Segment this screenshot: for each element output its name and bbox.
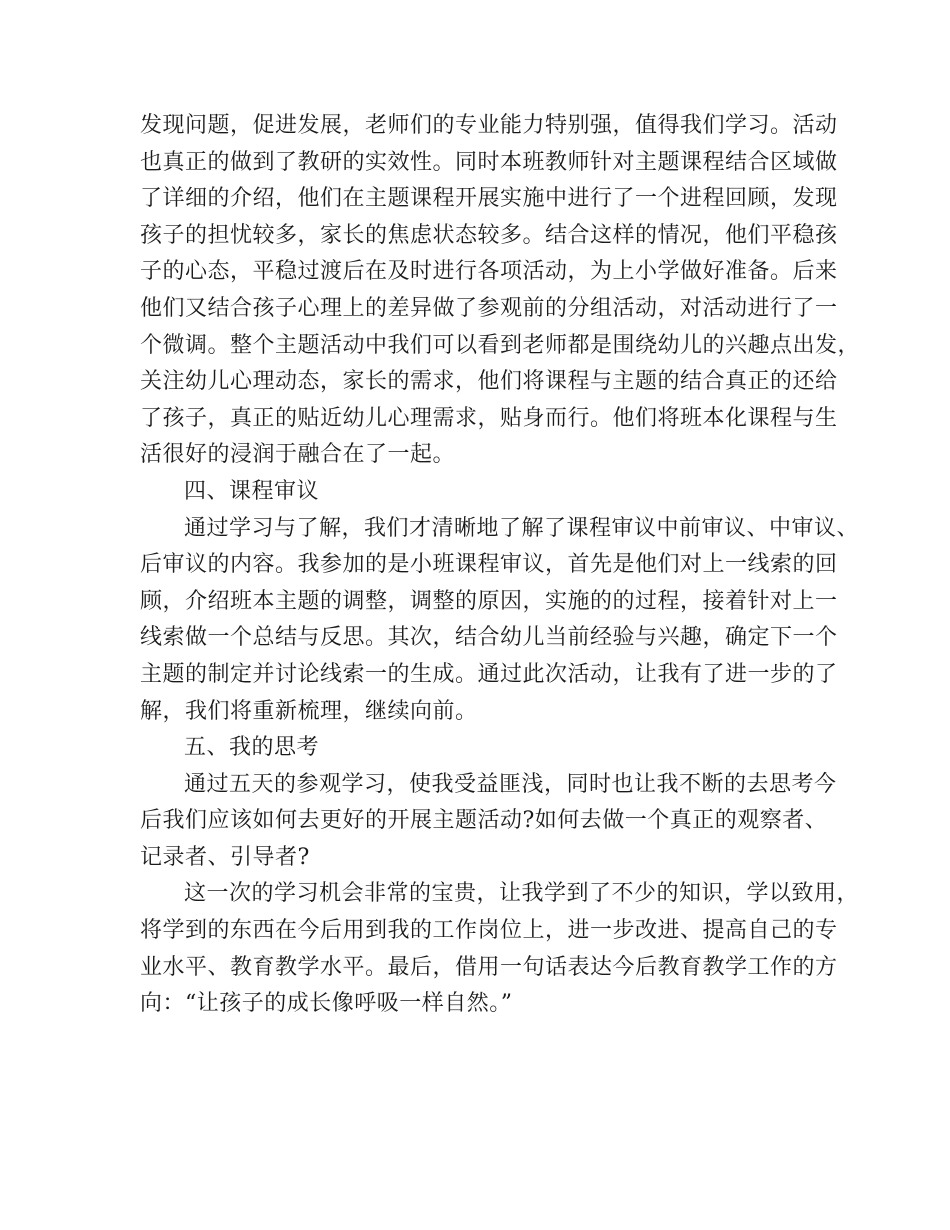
document-body: [140, 108, 861, 1023]
text-line: 后我们应该如何去更好的开展主题活动?如何去做一个真正的观察者、: [140, 808, 828, 834]
paragraph-first-line: 通过学习与了解，我们才清晰地了解了课程审议中前审议、中审议、: [184, 515, 860, 541]
text-line: 将学到的东西在今后用到我的工作岗位上，进一步改进、提高自己的专: [140, 918, 838, 944]
paragraph-first-line: 通过五天的参观学习，使我受益匪浅，同时也让我不断的去思考今: [184, 771, 837, 797]
section-heading-curriculum-review: 四、课程审议: [184, 478, 320, 504]
text-line: 也真正的做到了教研的实效性。同时本班教师针对主题课程结合区域做: [140, 149, 838, 175]
text-line: 主题的制定并讨论线索一的生成。通过此次活动，让我有了进一步的了: [140, 661, 838, 687]
section-heading-my-reflection: 五、我的思考: [184, 735, 320, 761]
text-line: 了孩子，真正的贴近幼儿心理需求，贴身而行。他们将班本化课程与生: [140, 405, 838, 431]
text-line: 向：“让孩子的成长像呼吸一样自然。”: [140, 991, 513, 1017]
text-line: 个微调。整个主题活动中我们可以看到老师都是围绕幼儿的兴趣点出发，: [140, 332, 861, 358]
text-line: 顾，介绍班本主题的调整，调整的原因，实施的的过程，接着针对上一: [140, 588, 838, 614]
text-line: 关注幼儿心理动态，家长的需求，他们将课程与主题的结合真正的还给: [140, 369, 838, 395]
text-line: 活很好的浸润于融合在了一起。: [140, 442, 456, 468]
text-line: 记录者、引导者?: [140, 844, 310, 870]
text-line: 业水平、教育教学水平。最后，借用一句话表达今后教育教学工作的方: [140, 954, 838, 980]
text-line: 线索做一个总结与反思。其次，结合幼儿当前经验与兴趣，确定下一个: [140, 625, 838, 651]
text-line: 发现问题，促进发展，老师们的专业能力特别强，值得我们学习。活动: [140, 113, 838, 138]
text-line: 他们又结合孩子心理上的差异做了参观前的分组活动，对活动进行了一: [140, 295, 838, 321]
text-line: 子的心态，平稳过渡后在及时进行各项活动，为上小学做好准备。后来: [140, 259, 838, 285]
text-line: 后审议的内容。我参加的是小班课程审议，首先是他们对上一线索的回: [140, 552, 838, 578]
paragraph-first-line: 这一次的学习机会非常的宝贵，让我学到了不少的知识，学以致用，: [184, 881, 860, 907]
text-line: 解，我们将重新梳理，继续向前。: [140, 698, 478, 724]
text-line: 孩子的担忧较多，家长的焦虑状态较多。结合这样的情况，他们平稳孩: [140, 222, 838, 248]
text-line: 了详细的介绍，他们在主题课程开展实施中进行了一个进程回顾，发现: [140, 186, 838, 212]
